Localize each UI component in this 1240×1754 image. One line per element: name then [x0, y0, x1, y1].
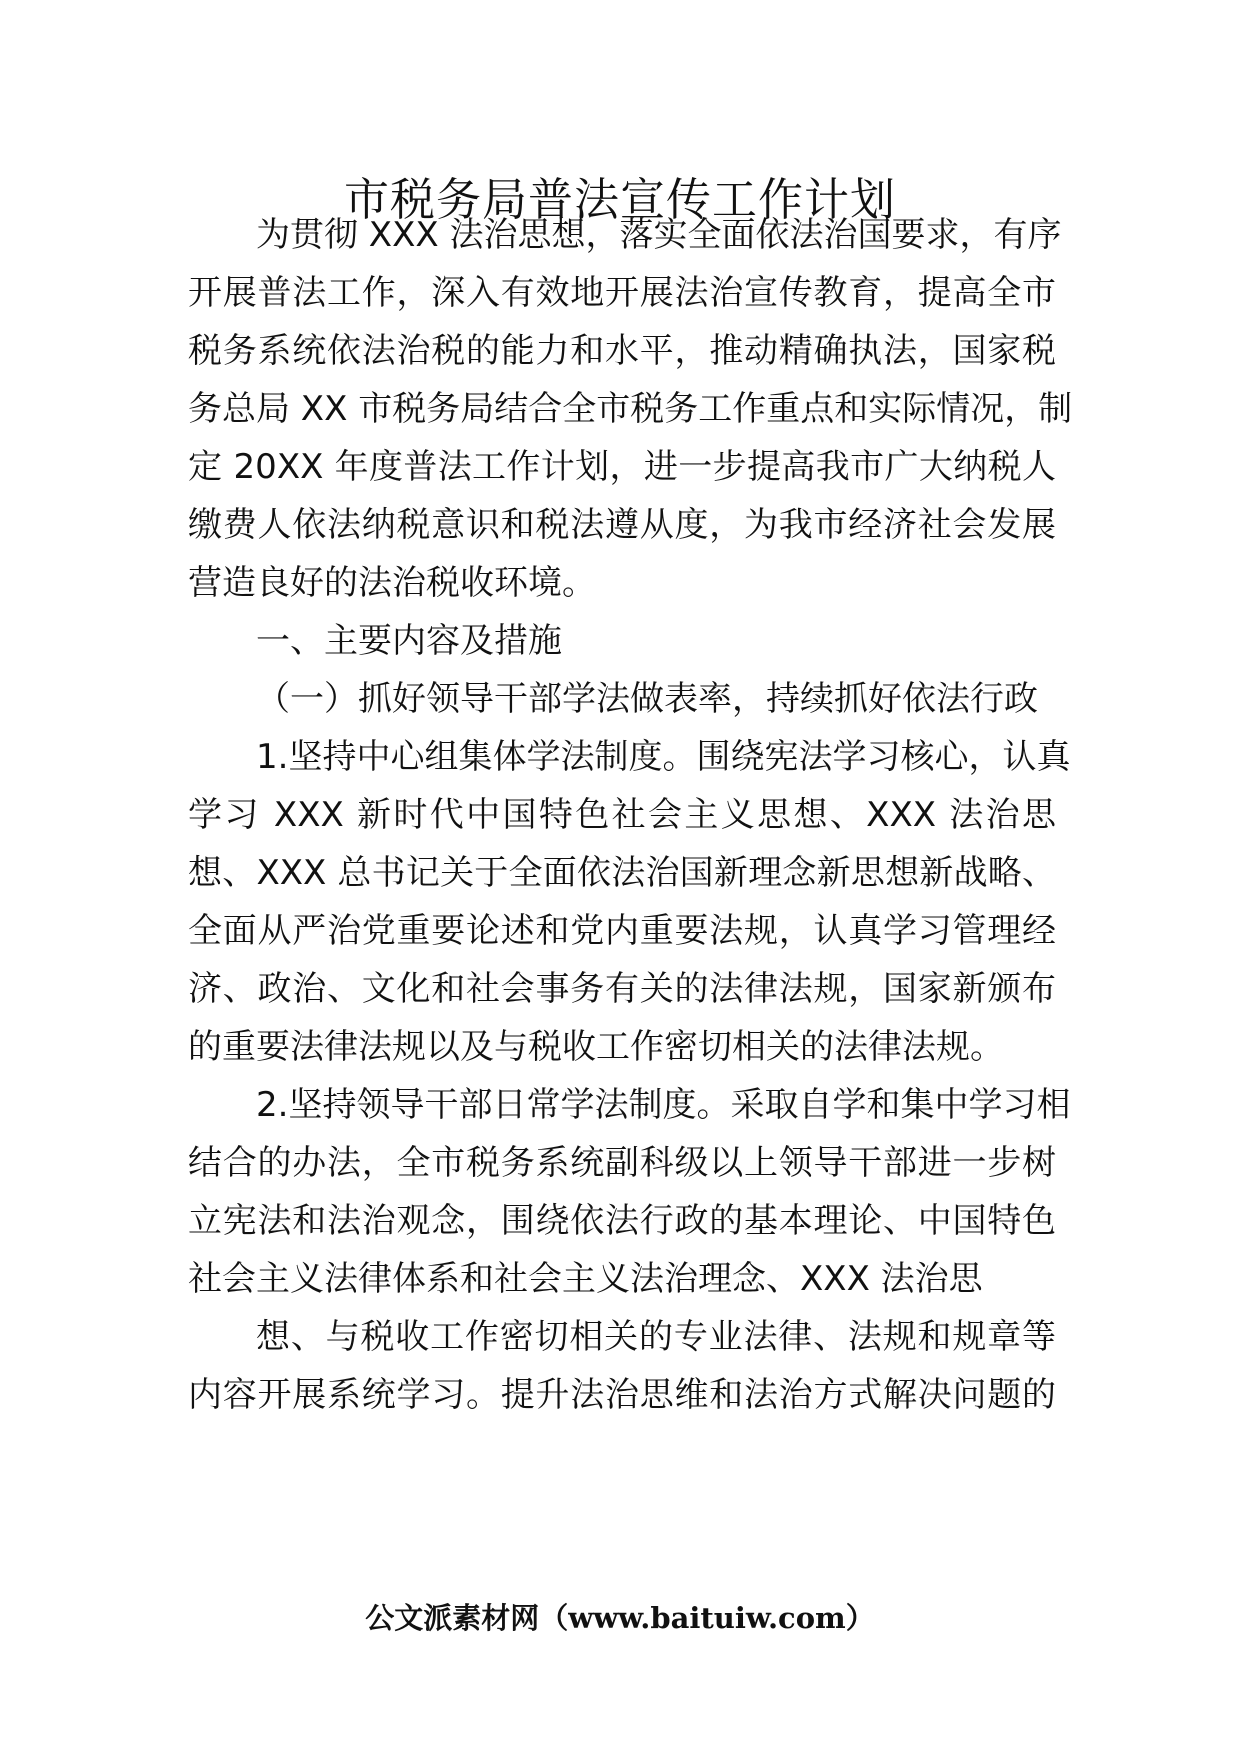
paragraph-line: 济、政治、文化和社会事务有关的法律法规，国家新颁布	[188, 969, 1056, 1009]
paragraph-line: 缴费人依法纳税意识和税法遵从度，为我市经济社会发展	[188, 505, 1056, 545]
paragraph-line: 2.坚持领导干部日常学法制度。采取自学和集中学习相	[256, 1085, 1071, 1125]
paragraph-line: 开展普法工作，深入有效地开展法治宣传教育，提高全市	[188, 273, 1056, 313]
paragraph-line: 全面从严治党重要论述和党内重要法规，认真学习管理经	[188, 911, 1056, 951]
paragraph-line: 的重要法律法规以及与税收工作密切相关的法律法规。	[188, 1027, 1004, 1067]
paragraph-line: 为贯彻 XXX 法治思想，落实全面依法治国要求，有序	[256, 215, 1062, 255]
paragraph-line: 社会主义法律体系和社会主义法治理念、XXX 法治思	[188, 1259, 983, 1299]
paragraph-line: 营造良好的法治税收环境。	[188, 563, 596, 603]
paragraph-line: 定 20XX 年度普法工作计划，进一步提高我市广大纳税人	[188, 447, 1056, 487]
paragraph-line: 立宪法和法治观念，围绕依法行政的基本理论、中国特色	[188, 1201, 1056, 1241]
paragraph-line: 务总局 XX 市税务局结合全市税务工作重点和实际情况，制	[188, 389, 1073, 429]
document-title: 市税务局普法宣传工作计划	[343, 173, 896, 226]
paragraph-line: 学习 XXX 新时代中国特色社会主义思想、XXX 法治思	[188, 795, 1056, 835]
paragraph-line: 结合的办法，全市税务系统副科级以上领导干部进一步树	[188, 1143, 1056, 1183]
section-heading: 一、主要内容及措施	[256, 621, 562, 661]
paragraph-line: 内容开展系统学习。提升法治思维和法治方式解决问题的	[188, 1375, 1056, 1415]
subsection-heading: （一）抓好领导干部学法做表率，持续抓好依法行政	[256, 679, 1038, 719]
paragraph-line: 税务系统依法治税的能力和水平，推动精确执法，国家税	[188, 331, 1056, 371]
paragraph-line: 想、XXX 总书记关于全面依法治国新理念新思想新战略、	[188, 853, 1056, 893]
footer-watermark: 公文派素材网（www.baituiw.com）	[365, 1601, 875, 1635]
paragraph-line: 想、与税收工作密切相关的专业法律、法规和规章等	[256, 1317, 1056, 1357]
paragraph-line: 1.坚持中心组集体学法制度。围绕宪法学习核心，认真	[256, 737, 1071, 777]
